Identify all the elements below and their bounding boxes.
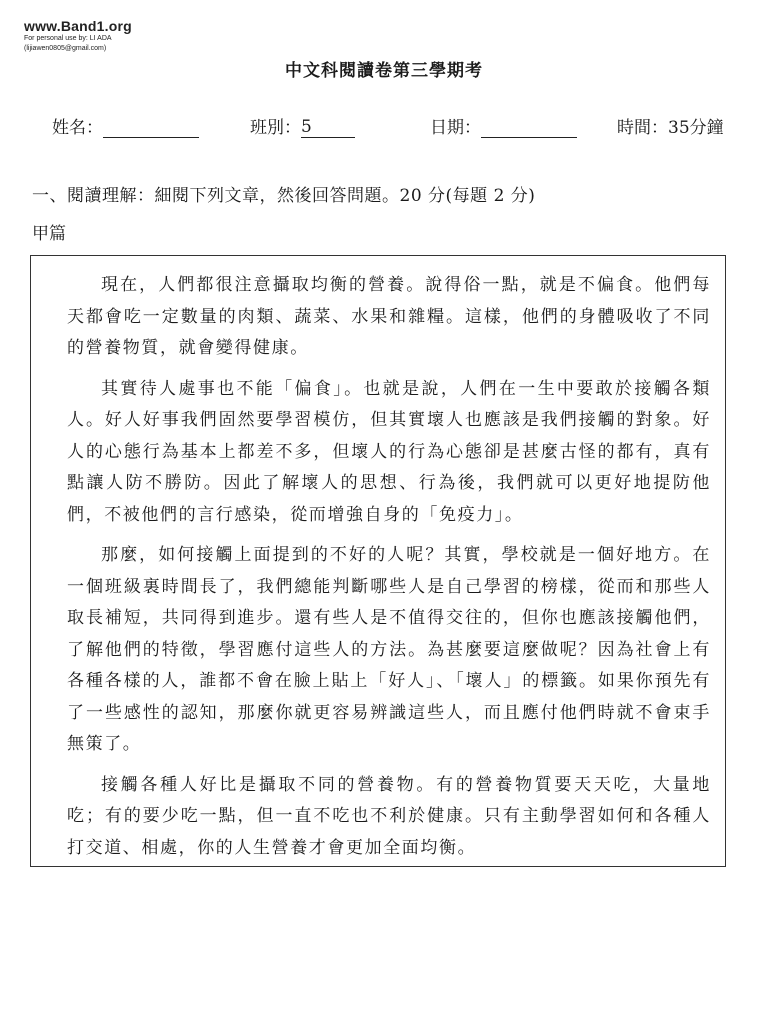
name-label: 姓名： bbox=[52, 118, 103, 138]
article-box bbox=[30, 255, 726, 867]
watermark-site: www.Band1.org bbox=[24, 18, 132, 34]
name-blank[interactable] bbox=[103, 117, 199, 138]
name-field bbox=[52, 113, 199, 138]
article-paragraph-2: 其實待人處事也不能「偏食」。也就是說，人們在一生中要敢於接觸各類人。好人好事我們固然要學習模仿，但其實壞人也應該是我們接觸的對象。好人的心態行為基本上都差不多，但壞人的行為心態卻是甚麼古怪的都有，真有點讓人防不勝防。因此了解壞人的思想、行為後，我們就可以更好地提防他們，不被他們的言行感染，從而增強自身的「免疫力」。 bbox=[67, 378, 711, 525]
page-title: 中文科閱讀卷第三學期考 bbox=[285, 61, 483, 81]
article-paragraph-4: 接觸各種人好比是攝取不同的營養物。有的營養物質要天天吃，大量地吃；有的要少吃一點，但一直不吃也不利於健康。只有主動學習如何和各種人打交道、相處，你的人生營養才會更加全面均衡。 bbox=[67, 774, 711, 858]
class-blank[interactable]: 5 bbox=[301, 117, 355, 138]
passage-label: 甲篇 bbox=[32, 224, 66, 244]
date-label: 日期： bbox=[430, 118, 481, 138]
time-label: 時間： bbox=[617, 118, 668, 138]
class-label: 班別： bbox=[250, 118, 301, 138]
article-paragraph-3: 那麼，如何接觸上面提到的不好的人呢？其實，學校就是一個好地方。在一個班級裏時間長了，我們總能判斷哪些人是自己學習的榜樣，從而和那些人取長補短，共同得到進步。還有些人是不值得交往的，但你也應該接觸他們，了解他們的特徵，學習應付這些人的方法。為甚麼要這麼做呢？因為社會上有各種各樣的人，誰都不會在臉上貼上「好人」、「壞人」的標籤。如果你預先有了一些感性的認知，那麼你就更容易辨識這些人，而且應付他們時就不會束手無策了。 bbox=[67, 545, 711, 754]
section-heading: 一、閱讀理解：細閱下列文章，然後回答問題。20 分(每題 2 分) bbox=[32, 186, 536, 206]
time-value: 35分鐘 bbox=[668, 118, 724, 138]
time-field bbox=[617, 113, 724, 138]
watermark-email: (lijiawen0805@gmail.com) bbox=[24, 45, 107, 52]
student-info-row bbox=[0, 113, 768, 139]
date-field bbox=[430, 113, 577, 138]
class-field bbox=[250, 113, 355, 138]
watermark bbox=[24, 18, 132, 54]
watermark-user: For personal use by: LI ADA bbox=[24, 35, 112, 42]
date-blank[interactable] bbox=[481, 117, 577, 138]
article-paragraph-1: 現在，人們都很注意攝取均衡的營養。說得俗一點，就是不偏食。他們每天都會吃一定數量的肉類、蔬菜、水果和雜糧。這樣，他們的身體吸收了不同的營養物質，就會變得健康。 bbox=[67, 275, 711, 358]
